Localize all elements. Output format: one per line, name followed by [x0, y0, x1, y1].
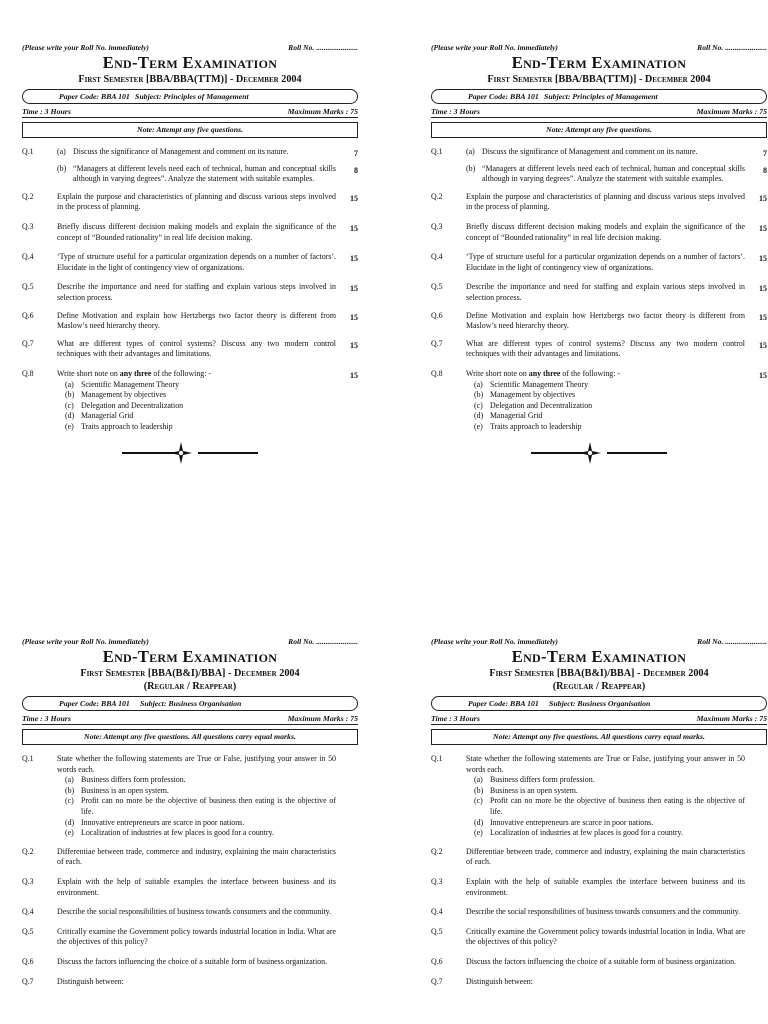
question-marks: 15 — [759, 370, 767, 380]
question-subpart — [57, 163, 358, 185]
roll-instruction: (Please write your Roll No. immediately) — [431, 637, 558, 646]
question-item — [22, 282, 358, 303]
question-text: Briefly discuss different decision making models and explain the significance of the concept of “Bounded rationality” in real life decision making. — [466, 221, 745, 242]
question-number: Q.7 — [22, 338, 34, 348]
question-subpart — [466, 147, 767, 158]
semester-line: First Semester [BBA/BBA(TTM)] - December 2004 — [487, 74, 711, 85]
question-body — [57, 927, 336, 948]
question-item — [431, 927, 767, 948]
question-body — [57, 877, 336, 898]
exam-paper-1 — [22, 42, 358, 462]
paper-info-box — [431, 89, 767, 104]
semester-line: First Semester [BBA(B&I)/BBA] - December 2004 — [489, 668, 709, 679]
roll-number-line — [22, 42, 358, 53]
subpart-text: Business differs form profession. — [81, 775, 186, 785]
maximum-marks: Maximum Marks : 75 — [287, 714, 358, 723]
exam-title: End-Term Examination — [102, 53, 278, 72]
question-number: Q.5 — [431, 282, 443, 292]
question-text: Distinguish between: — [57, 976, 124, 986]
exam-paper-4 — [431, 636, 767, 987]
roll-number-line — [431, 42, 767, 53]
time-allowed: Time : 3 Hours — [431, 107, 480, 116]
roll-instruction: (Please write your Roll No. immediately) — [431, 43, 558, 52]
question-body — [57, 192, 336, 213]
exam-paper-3 — [22, 636, 358, 987]
subpart-marks: 8 — [763, 165, 767, 175]
paper-info-box — [22, 89, 358, 104]
question-marks: 15 — [759, 254, 767, 264]
time-marks-row — [22, 106, 358, 118]
end-ornament — [22, 442, 358, 462]
question-marks: 15 — [350, 223, 358, 233]
question-number: Q.2 — [431, 846, 443, 856]
question-item — [22, 877, 358, 898]
question-subpart — [65, 411, 336, 422]
question-body — [466, 754, 745, 839]
question-item — [431, 907, 767, 918]
subpart-text: Traits approach to leadership — [490, 421, 582, 431]
question-body — [466, 977, 745, 988]
question-text: Distinguish between: — [466, 976, 533, 986]
question-marks: 15 — [350, 254, 358, 264]
question-subpart — [474, 380, 745, 391]
roll-instruction: (Please write your Roll No. immediately) — [22, 43, 149, 52]
question-item — [431, 369, 767, 433]
question-text: Write short note on any three of the following: - — [466, 368, 621, 378]
question-text: Define Motivation and explain how Hertzbergs two factor theory is different from Maslow’s need hierarchy theory. — [466, 310, 745, 331]
semester-line: First Semester [BBA/BBA(TTM)] - December 2004 — [78, 74, 302, 85]
subpart-label: (b) — [466, 163, 476, 173]
question-number: Q.5 — [22, 926, 34, 936]
paper-code: Paper Code: BBA 101 — [468, 92, 539, 101]
question-body — [466, 222, 745, 243]
question-body — [57, 311, 336, 332]
subpart-label: (a) — [57, 147, 66, 156]
paper-code: Paper Code: BBA 101 — [468, 699, 539, 708]
question-list — [431, 754, 767, 987]
question-item — [431, 877, 767, 898]
time-marks-row — [431, 713, 767, 725]
question-item — [22, 311, 358, 332]
question-item — [22, 192, 358, 213]
subpart-label: (c) — [65, 400, 74, 410]
question-item — [431, 147, 767, 185]
question-number: Q.5 — [431, 926, 443, 936]
question-number: Q.3 — [22, 876, 34, 886]
four-point-star-icon — [170, 442, 192, 464]
ornament-line-right — [607, 452, 667, 454]
question-body — [57, 282, 336, 303]
question-subpart — [474, 390, 745, 401]
question-item — [22, 907, 358, 918]
question-subpart — [65, 828, 336, 839]
question-number: Q.7 — [431, 976, 443, 986]
time-allowed: Time : 3 Hours — [431, 714, 480, 723]
question-subpart — [65, 775, 336, 786]
question-subpart — [474, 818, 745, 829]
question-text: State whether the following statements are True or False, justifying your answer in 50 words each. — [57, 754, 336, 774]
subpart-label: (b) — [65, 785, 75, 795]
question-text: Describe the social responsibilities of business towards consumers and the community. — [466, 907, 741, 917]
question-marks: 15 — [350, 193, 358, 203]
question-marks: 15 — [350, 370, 358, 380]
subpart-text: Business is an open system. — [81, 785, 169, 795]
question-item — [22, 927, 358, 948]
question-body — [466, 311, 745, 332]
question-body — [57, 977, 336, 988]
maximum-marks: Maximum Marks : 75 — [287, 107, 358, 116]
question-subpart — [474, 796, 745, 817]
question-item — [431, 252, 767, 273]
question-item — [22, 754, 358, 839]
question-subpart — [474, 401, 745, 412]
question-text: Describe the importance and need for staffing and explain various steps involved in selection process. — [466, 282, 745, 302]
subpart-label: (b) — [474, 785, 484, 795]
time-allowed: Time : 3 Hours — [22, 714, 71, 723]
question-body — [466, 339, 745, 360]
subject-name: Subject: Business Organisation — [140, 699, 242, 708]
question-body — [466, 927, 745, 948]
paper-info-box — [431, 696, 767, 711]
question-text: Write short note on any three of the following: - — [57, 368, 212, 378]
subject-name: Subject: Principles of Management — [544, 92, 658, 101]
subpart-text: Managerial Grid — [490, 411, 543, 421]
roll-number-field[interactable]: Roll No. ...................... — [697, 637, 767, 646]
roll-number-field[interactable]: Roll No. ...................... — [697, 43, 767, 52]
roll-number-line — [431, 636, 767, 647]
subpart-label: (d) — [65, 411, 75, 421]
question-item — [22, 977, 358, 988]
question-subpart — [65, 380, 336, 391]
subpart-text: Traits approach to leadership — [81, 421, 173, 431]
question-number: Q.3 — [431, 221, 443, 231]
question-body — [466, 847, 745, 868]
question-item — [431, 339, 767, 360]
question-body — [57, 369, 336, 433]
subpart-label: (a) — [65, 775, 74, 785]
question-subpart — [474, 422, 745, 433]
question-body — [57, 907, 336, 918]
subpart-label: (d) — [474, 411, 484, 421]
question-number: Q.1 — [22, 754, 34, 763]
question-number: Q.6 — [22, 310, 34, 320]
exam-paper-2 — [431, 42, 767, 462]
question-body — [466, 192, 745, 213]
subpart-label: (b) — [474, 390, 484, 400]
exam-title: End-Term Examination — [511, 53, 687, 72]
question-text: Discuss the factors influencing the choice of a suitable form of business organization. — [57, 956, 328, 966]
question-text: Describe the social responsibilities of business towards consumers and the community. — [57, 907, 332, 917]
question-subpart — [474, 828, 745, 839]
roll-instruction: (Please write your Roll No. immediately) — [22, 637, 149, 646]
question-body — [466, 957, 745, 968]
subpart-text: Localization of industries at few places is good for a country. — [81, 828, 274, 838]
question-number: Q.8 — [22, 368, 34, 378]
maximum-marks: Maximum Marks : 75 — [696, 714, 767, 723]
question-body — [466, 147, 767, 185]
question-text: Explain the purpose and characteristics of planning and discuss various steps involved in the process of planning. — [466, 191, 745, 212]
question-number: Q.7 — [431, 338, 443, 348]
time-allowed: Time : 3 Hours — [22, 107, 71, 116]
question-item — [22, 847, 358, 868]
question-number: Q.8 — [431, 368, 443, 378]
question-subpart — [65, 390, 336, 401]
question-number: Q.1 — [431, 754, 443, 763]
subpart-text: Delegation and Decentralization — [490, 400, 593, 410]
end-ornament — [431, 442, 767, 462]
four-point-star-icon — [579, 442, 601, 464]
paper-info-box — [22, 696, 358, 711]
subpart-text: Management by objectives — [81, 390, 167, 400]
instructions-note: Note: Attempt any five questions. All questions carry equal marks. — [431, 729, 767, 745]
subject-name: Subject: Principles of Management — [135, 92, 249, 101]
question-number: Q.4 — [22, 252, 34, 262]
question-number: Q.6 — [22, 956, 34, 966]
question-text: State whether the following statements are True or False, justifying your answer in 50 words each. — [466, 754, 745, 774]
question-body — [57, 252, 336, 273]
question-marks: 15 — [759, 284, 767, 294]
question-subpart — [474, 775, 745, 786]
ornament-line-right — [198, 452, 258, 454]
question-body — [57, 754, 336, 839]
subpart-label: (c) — [474, 400, 483, 410]
question-item — [431, 957, 767, 968]
question-body — [466, 369, 745, 433]
subpart-label: (a) — [466, 147, 475, 156]
question-item — [431, 282, 767, 303]
question-item — [22, 369, 358, 433]
subpart-label: (e) — [65, 828, 74, 838]
instructions-note: Note: Attempt any five questions. All questions carry equal marks. — [22, 729, 358, 745]
subpart-text: Business differs form profession. — [490, 775, 595, 785]
question-subpart — [65, 818, 336, 829]
question-number: Q.1 — [22, 147, 34, 156]
question-text: ‘Type of structure useful for a particular organization depends on a number of factors’. Elucidate in the light of contingency view of organizations. — [57, 252, 336, 272]
subpart-label: (b) — [65, 390, 75, 400]
question-body — [466, 252, 745, 273]
subpart-label: (d) — [65, 817, 75, 827]
subpart-text: Profit can no more be the objective of business then eating is the objective of life. — [81, 796, 336, 816]
question-body — [57, 847, 336, 868]
question-subpart — [57, 147, 358, 158]
subpart-text: Business is an open system. — [490, 785, 578, 795]
question-text: Define Motivation and explain how Hertzbergs two factor theory is different from Maslow’s need hierarchy theory. — [57, 310, 336, 331]
question-body — [57, 147, 358, 185]
question-number: Q.2 — [22, 846, 34, 856]
question-marks: 15 — [350, 312, 358, 322]
subpart-text: Scientific Management Theory — [81, 379, 180, 389]
question-subpart — [466, 163, 767, 185]
question-marks: 15 — [759, 223, 767, 233]
time-marks-row — [431, 106, 767, 118]
question-text: Explain with the help of suitable examples the interface between business and its environment. — [466, 876, 745, 897]
regular-reappear-line: (Regular / Reappear) — [552, 681, 646, 692]
question-item — [22, 957, 358, 968]
subpart-text: Management by objectives — [490, 390, 576, 400]
subpart-text: Localization of industries at few places is good for a country. — [490, 828, 683, 838]
paper-code: Paper Code: BBA 101 — [59, 699, 130, 708]
question-number: Q.4 — [22, 907, 34, 917]
question-item — [22, 147, 358, 185]
question-item — [431, 192, 767, 213]
question-body — [57, 222, 336, 243]
question-number: Q.4 — [431, 907, 443, 917]
exam-title: End-Term Examination — [511, 647, 687, 666]
question-item — [431, 977, 767, 988]
subpart-label: (e) — [474, 421, 483, 431]
question-text: What are different types of control systems? Discuss any two modern control techniques with their advantages and limitations. — [466, 338, 745, 359]
question-body — [57, 339, 336, 360]
question-text: Explain with the help of suitable examples the interface between business and its environment. — [57, 876, 336, 897]
question-subpart — [65, 422, 336, 433]
question-number: Q.5 — [22, 282, 34, 292]
subpart-label: (d) — [474, 817, 484, 827]
roll-number-line — [22, 636, 358, 647]
question-body — [57, 957, 336, 968]
subpart-text: Delegation and Decentralization — [81, 400, 184, 410]
question-number: Q.6 — [431, 956, 443, 966]
instructions-note: Note: Attempt any five questions. — [22, 122, 358, 138]
question-body — [466, 282, 745, 303]
question-item — [431, 311, 767, 332]
subpart-text: Scientific Management Theory — [490, 379, 589, 389]
question-text: Explain the purpose and characteristics of planning and discuss various steps involved in the process of planning. — [57, 191, 336, 212]
question-marks: 15 — [350, 340, 358, 350]
question-item — [431, 754, 767, 839]
question-subpart — [65, 786, 336, 797]
subpart-label: (c) — [474, 796, 483, 806]
regular-reappear-line: (Regular / Reappear) — [143, 681, 237, 692]
question-marks: 15 — [759, 312, 767, 322]
question-item — [22, 252, 358, 273]
subpart-text: Discuss the significance of Management and comment on its nature. — [73, 147, 289, 156]
question-marks: 15 — [759, 340, 767, 350]
question-subpart — [65, 796, 336, 817]
question-number: Q.7 — [22, 976, 34, 986]
question-text: Discuss the factors influencing the choice of a suitable form of business organization. — [466, 956, 737, 966]
question-item — [22, 339, 358, 360]
question-text: Differentiae between trade, commerce and industry, explaining the main characteristics of each. — [57, 846, 336, 867]
semester-line: First Semester [BBA(B&I)/BBA] - December 2004 — [80, 668, 300, 679]
question-item — [431, 847, 767, 868]
subpart-text: Innovative entrepreneurs are scarce in poor nations. — [81, 817, 245, 827]
question-number: Q.3 — [431, 876, 443, 886]
question-item — [22, 222, 358, 243]
question-subpart — [474, 411, 745, 422]
subpart-label: (a) — [65, 379, 74, 389]
subpart-label: (c) — [65, 796, 74, 806]
question-body — [466, 877, 745, 898]
question-text: Critically examine the Government policy towards industrial location in India. What are the objectives of this policy? — [57, 926, 336, 947]
subpart-text: Discuss the significance of Management and comment on its nature. — [482, 147, 698, 156]
subpart-marks: 8 — [354, 165, 358, 175]
question-number: Q.2 — [22, 191, 34, 201]
subpart-label: (b) — [57, 163, 67, 173]
subpart-text: “Managers at different levels need each of technical, human and conceptual skills although in varying degrees”. Analyze the statement with suitable examples. — [73, 163, 336, 184]
paper-code: Paper Code: BBA 101 — [59, 92, 130, 101]
question-number: Q.4 — [431, 252, 443, 262]
question-item — [431, 222, 767, 243]
question-marks: 15 — [350, 284, 358, 294]
subpart-label: (e) — [474, 828, 483, 838]
question-list — [22, 147, 358, 432]
question-marks: 15 — [759, 193, 767, 203]
question-text: Differentiae between trade, commerce and industry, explaining the main characteristics of each. — [466, 846, 745, 867]
question-text: ‘Type of structure useful for a particular organization depends on a number of factors’. Elucidate in the light of contingency view of organizations. — [466, 252, 745, 272]
subpart-label: (a) — [474, 379, 483, 389]
question-number: Q.3 — [22, 221, 34, 231]
subject-name: Subject: Business Organisation — [549, 699, 651, 708]
subpart-text: Innovative entrepreneurs are scarce in poor nations. — [490, 817, 654, 827]
subpart-text: Managerial Grid — [81, 411, 134, 421]
subpart-text: Profit can no more be the objective of business then eating is the objective of life. — [490, 796, 745, 816]
roll-number-field[interactable]: Roll No. ...................... — [288, 637, 358, 646]
exam-title: End-Term Examination — [102, 647, 278, 666]
question-list — [22, 754, 358, 987]
question-number: Q.6 — [431, 310, 443, 320]
subpart-label: (a) — [474, 775, 483, 785]
time-marks-row — [22, 713, 358, 725]
question-body — [466, 907, 745, 918]
roll-number-field[interactable]: Roll No. ...................... — [288, 43, 358, 52]
question-subpart — [474, 786, 745, 797]
question-text: Briefly discuss different decision making models and explain the significance of the concept of “Bounded rationality” in real life decision making. — [57, 221, 336, 242]
question-number: Q.1 — [431, 147, 443, 156]
question-text: What are different types of control systems? Discuss any two modern control techniques with their advantages and limitations. — [57, 338, 336, 359]
question-number: Q.2 — [431, 191, 443, 201]
question-subpart — [65, 401, 336, 412]
instructions-note: Note: Attempt any five questions. — [431, 122, 767, 138]
subpart-text: “Managers at different levels need each of technical, human and conceptual skills although in varying degrees”. Analyze the statement with suitable examples. — [482, 163, 745, 184]
maximum-marks: Maximum Marks : 75 — [696, 107, 767, 116]
subpart-label: (e) — [65, 421, 74, 431]
subpart-marks: 7 — [354, 149, 358, 158]
question-list — [431, 147, 767, 432]
question-text: Critically examine the Government policy towards industrial location in India. What are the objectives of this policy? — [466, 926, 745, 947]
subpart-marks: 7 — [763, 149, 767, 158]
question-text: Describe the importance and need for staffing and explain various steps involved in selection process. — [57, 282, 336, 302]
